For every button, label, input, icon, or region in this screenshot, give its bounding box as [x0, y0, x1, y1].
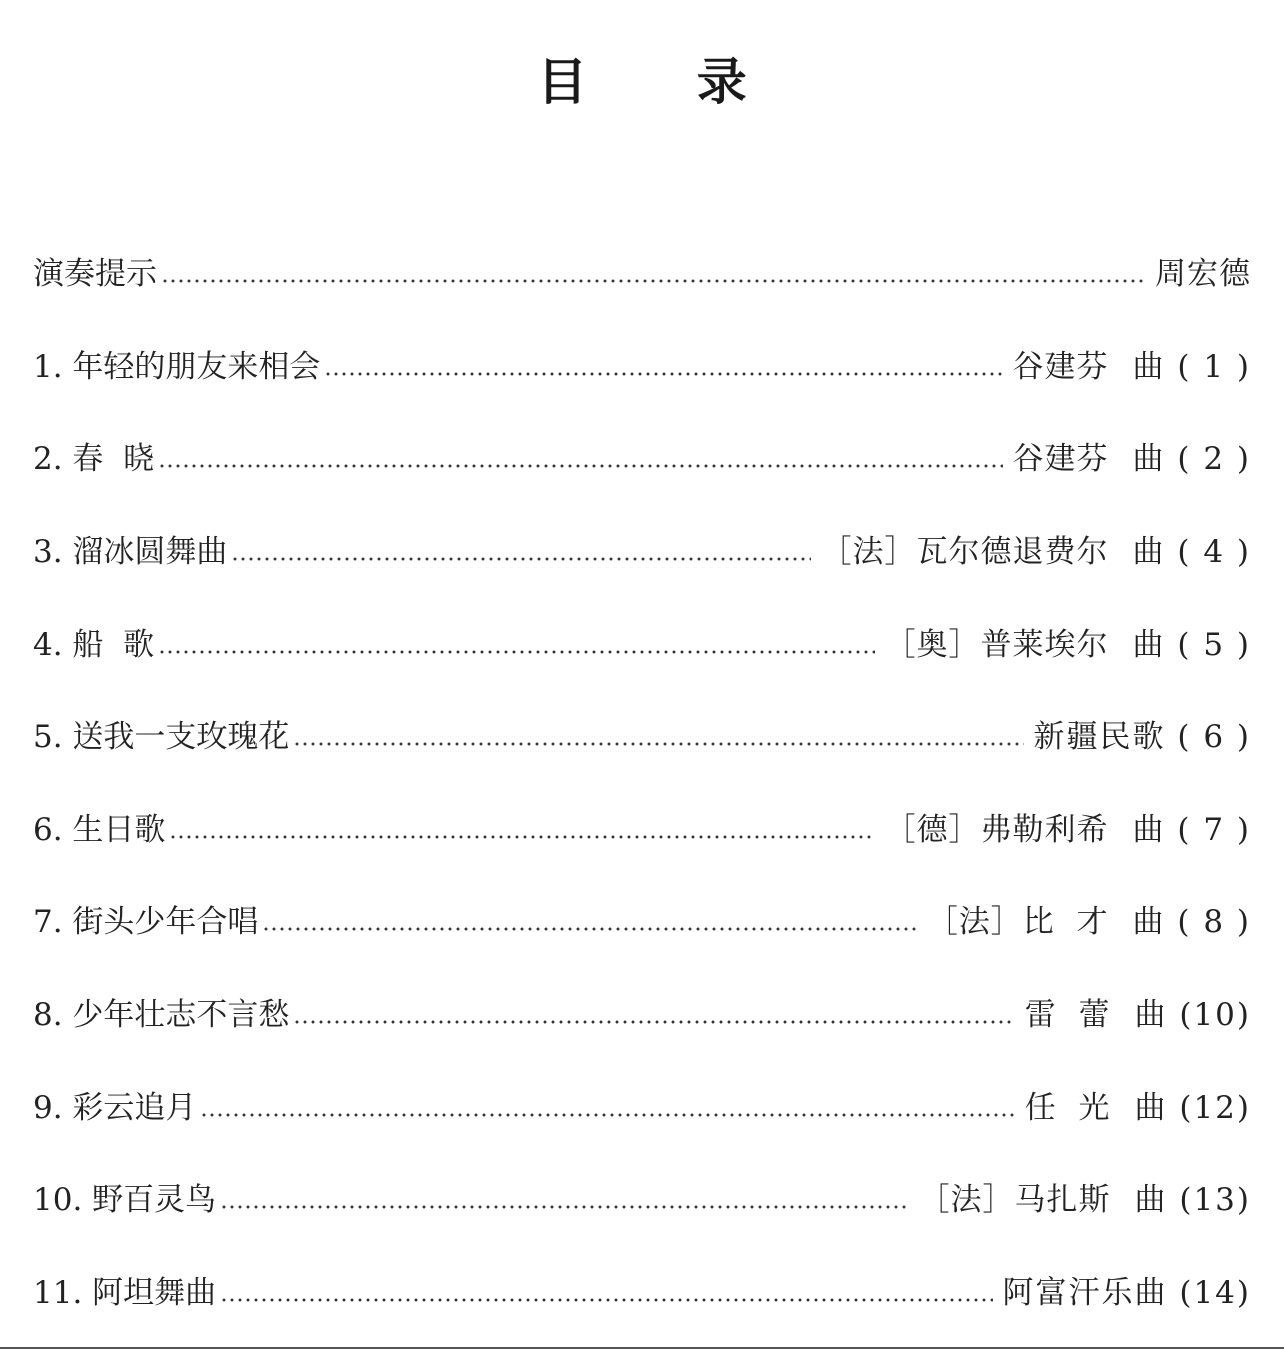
toc-entry[interactable]	[33, 784, 1251, 877]
dot-leader	[293, 1020, 1014, 1024]
dot-leader	[262, 927, 916, 931]
toc-entry[interactable]	[33, 691, 1251, 784]
page-title: 目 录	[537, 53, 793, 111]
toc-entry[interactable]	[33, 1061, 1251, 1154]
toc-entry-page: 新疆民歌 ( 6 )	[1033, 719, 1251, 756]
toc-entry-composer: 谷建芬	[1012, 348, 1109, 385]
toc-entry-page: 曲 ( 7 )	[1132, 811, 1251, 848]
toc-entry-composer: 雷 蕾	[1024, 997, 1111, 1034]
dot-leader	[231, 557, 810, 561]
dot-leader	[200, 1113, 1014, 1117]
toc-entry-page: 曲 ( 5 )	[1132, 626, 1251, 663]
toc-entry[interactable]	[33, 321, 1251, 414]
toc-entry-page: 曲 ( 8 )	[1132, 904, 1251, 941]
toc-entry-title: 3. 溜冰圆舞曲	[33, 534, 228, 571]
dot-leader	[220, 1298, 992, 1302]
toc-entry[interactable]	[33, 1247, 1251, 1340]
dot-leader	[220, 1205, 908, 1209]
toc-entry-title: 6. 生日歌	[33, 811, 166, 848]
bottom-divider	[0, 1347, 1284, 1349]
toc-entry-composer: ［德］弗勒利希	[884, 811, 1109, 848]
dot-leader	[161, 279, 1145, 283]
toc-entry-composer: ［法］瓦尔德退费尔	[820, 534, 1109, 571]
toc-entry-title: 2. 春 晓	[33, 441, 155, 478]
toc-entry-title: 1. 年轻的朋友来相会	[33, 348, 321, 385]
toc-entry-page: 曲 (12)	[1134, 1089, 1251, 1126]
toc-entry-page: 阿富汗乐曲 (14)	[1002, 1274, 1251, 1311]
toc-entry-title: 9. 彩云追月	[33, 1089, 197, 1126]
toc-entry-composer: ［法］比 才	[926, 904, 1109, 941]
toc-entry-title: 10. 野百灵鸟	[33, 1182, 217, 1219]
toc-entry-title: 8. 少年壮志不言愁	[33, 997, 290, 1034]
toc-entry-page: 曲 ( 4 )	[1132, 534, 1251, 571]
toc-entry-composer: 任 光	[1024, 1089, 1111, 1126]
toc-entry-page: 曲 (10)	[1134, 997, 1251, 1034]
dot-leader	[158, 650, 874, 654]
toc-entry-composer: 谷建芬	[1012, 441, 1109, 478]
toc-entry-page: 曲 ( 1 )	[1132, 348, 1251, 385]
toc-intro-row[interactable]	[33, 228, 1251, 321]
toc-entry-composer: ［法］马扎斯	[918, 1182, 1111, 1219]
toc-entry-title: 11. 阿坦舞曲	[33, 1274, 217, 1311]
toc-entry-title: 7. 街头少年合唱	[33, 904, 259, 941]
toc-entry[interactable]	[33, 506, 1251, 599]
toc-entry[interactable]	[33, 969, 1251, 1062]
toc-entry[interactable]	[33, 1154, 1251, 1247]
toc-entry-title: 4. 船 歌	[33, 626, 155, 663]
toc-entry-title: 5. 送我一支玫瑰花	[33, 719, 290, 756]
toc-entry[interactable]	[33, 598, 1251, 691]
dot-leader	[293, 742, 1023, 746]
toc-intro-title: 演奏提示	[33, 256, 157, 293]
toc-entry[interactable]	[33, 413, 1251, 506]
toc-intro-author: 周宏德	[1155, 256, 1251, 293]
toc-entry-page: 曲 (13)	[1134, 1182, 1251, 1219]
toc-entry-composer: ［奥］普莱埃尔	[884, 626, 1109, 663]
toc-entry-page: 曲 ( 2 )	[1132, 441, 1251, 478]
table-of-contents	[33, 228, 1251, 1339]
toc-entry[interactable]	[33, 876, 1251, 969]
dot-leader	[158, 464, 1002, 468]
dot-leader	[324, 372, 1002, 376]
dot-leader	[169, 835, 874, 839]
